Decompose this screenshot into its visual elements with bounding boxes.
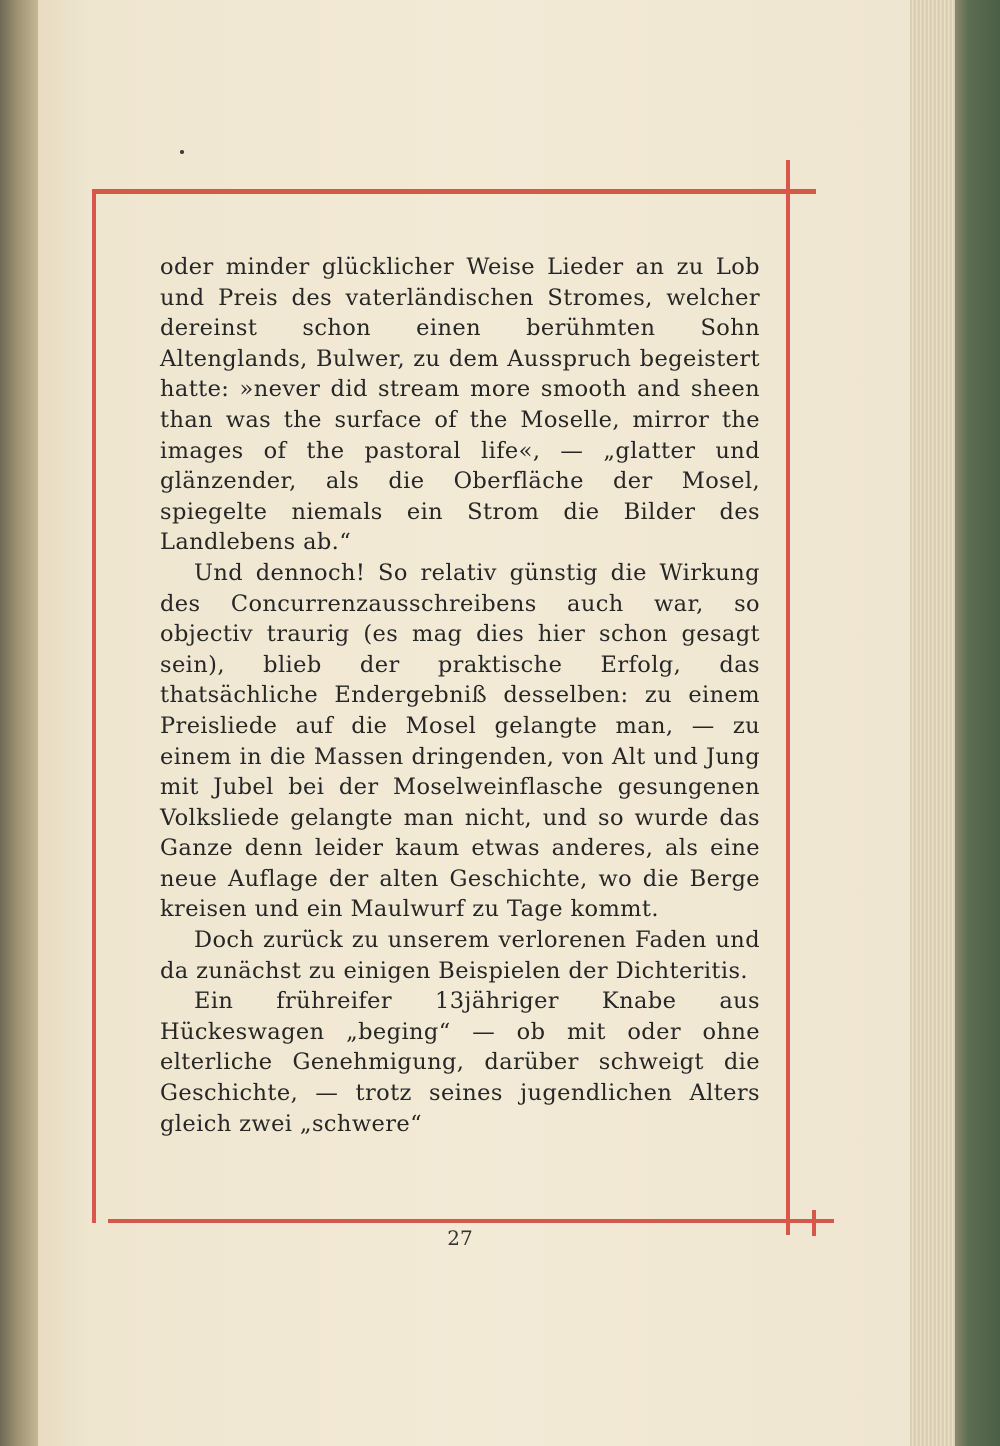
red-frame-bottom-rule (108, 1219, 834, 1223)
ink-speck (180, 150, 184, 154)
red-frame-right-rule (786, 160, 790, 1235)
book-cover-left (0, 0, 40, 1446)
page-number: 27 (447, 1226, 473, 1250)
paragraph: Und dennoch! So relativ günstig die Wirkung des Concurrenzausschreibens auch war, so objectiv traurig (es mag dies hier schon gesagt sein), blieb der praktische Erfolg, das thatsächliche Endergebniß desselben: zu einem Preisliede auf die Mosel gelangte man, — zu einem in die Massen dringenden, von Alt und Jung mit Jubel bei der Moselweinflasche gesungenen Volksliede gelangte man nicht, und so wurde das Ganze denn leider kaum etwas anderes, als eine neue Auflage der alten Geschichte, wo die Berge kreisen und ein Maulwurf zu Tage kommt. (160, 559, 760, 923)
book-cover-right (955, 0, 1000, 1446)
paragraph: Doch zurück zu unserem verlorenen Faden und da zunächst zu einigen Beispielen der Dichteritis. (160, 927, 760, 984)
page-edges (905, 0, 957, 1446)
red-frame-left-rule (92, 189, 96, 1223)
body-text (160, 252, 760, 1139)
red-frame-top-rule (92, 189, 816, 194)
paragraph: oder minder glücklicher Weise Lieder an zu Lob und Preis des vaterländischen Stromes, welcher dereinst schon einen berühmten Sohn Altenglands, Bulwer, zu dem Ausspruch begeistert hatte: »never did stream more smooth and sheen than was the surface of the Moselle, mirror the images of the pastoral life«, — „glatter und glänzender, als die Oberfläche der Mosel, spiegelte niemals ein Strom die Bilder des Landlebens ab.“ (160, 254, 760, 556)
paragraph: Ein frühreifer 13jähriger Knabe aus Hückeswagen „beging“ — ob mit oder ohne elterliche Genehmigung, darüber schweigt die Geschichte, — trotz seines jugendlichen Alters gleich zwei „schwere“ (160, 988, 760, 1137)
red-frame-corner-tick (812, 1210, 816, 1236)
